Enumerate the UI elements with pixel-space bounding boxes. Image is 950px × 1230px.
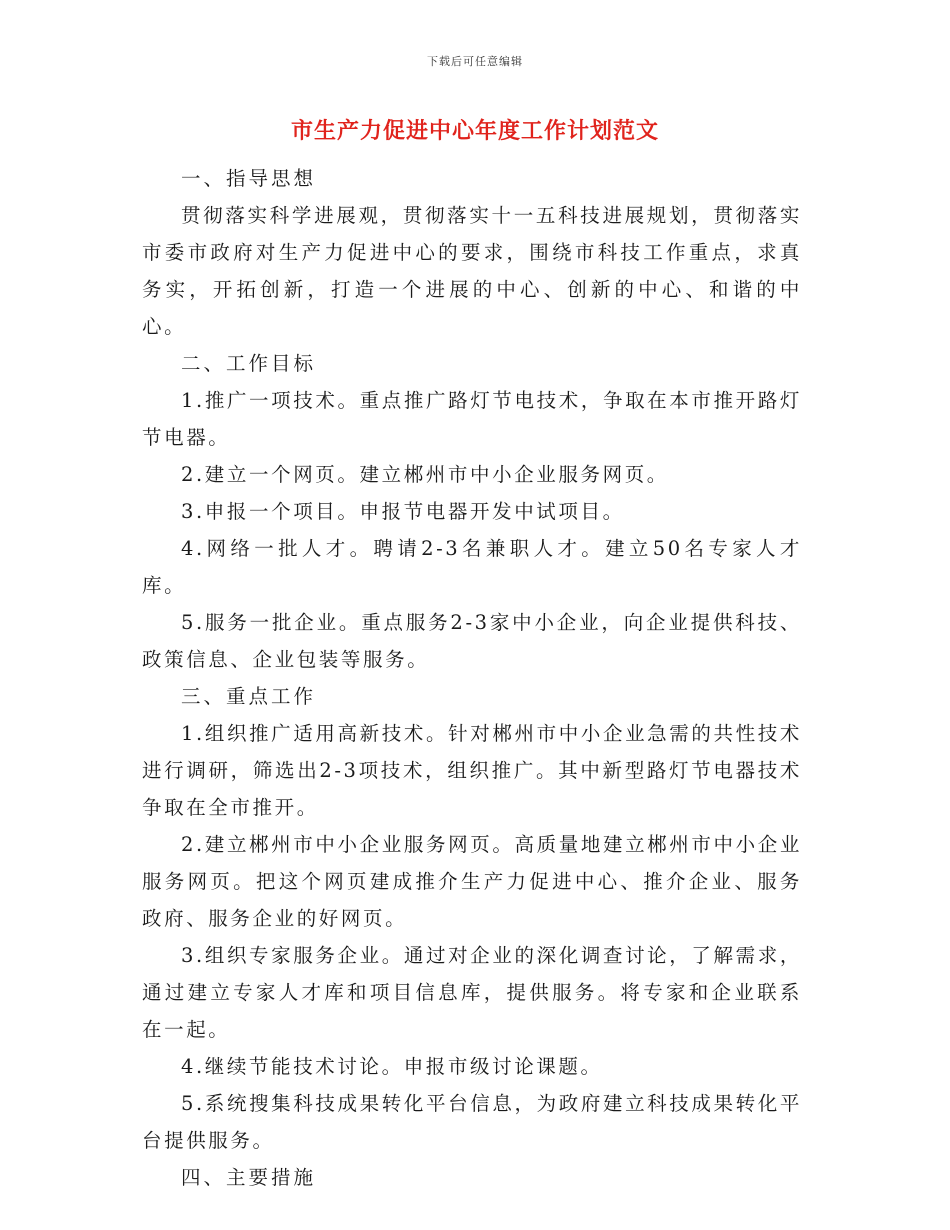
section-heading: 四、主要措施 <box>181 1166 317 1189</box>
paragraph: 4.继续节能技术讨论。申报市级讨论课题。 <box>181 1055 603 1078</box>
paragraph: 5.系统搜集科技成果转化平台信息，为政府建立科技成果转化平台提供服务。 <box>142 1092 802 1152</box>
paragraph: 贯彻落实科学进展观，贯彻落实十一五科技进展规划，贯彻落实市委市政府对生产力促进中心的要求，围绕市科技工作重点，求真务实，开拓创新，打造一个进展的中心、创新的中心、和谐的中心。 <box>142 204 802 338</box>
paragraph: 2.建立郴州市中小企业服务网页。高质量地建立郴州市中小企业服务网页。把这个网页建成推介生产力促进中心、推介企业、服务政府、服务企业的好网页。 <box>142 833 802 930</box>
document-body <box>142 160 802 1196</box>
section-heading: 二、工作目标 <box>181 352 317 375</box>
paragraph: 2.建立一个网页。建立郴州市中小企业服务网页。 <box>181 463 669 486</box>
paragraph: 1.组织推广适用高新技术。针对郴州市中小企业急需的共性技术进行调研，筛选出2-3项技术，组织推广。其中新型路灯节电器技术争取在全市推开。 <box>142 722 802 819</box>
paragraph: 3.组织专家服务企业。通过对企业的深化调查讨论，了解需求，通过建立专家人才库和项目信息库，提供服务。将专家和企业联系在一起。 <box>142 944 802 1041</box>
paragraph: 5.服务一批企业。重点服务2-3家中小企业，向企业提供科技、政策信息、企业包装等服务。 <box>142 611 802 671</box>
paragraph: 3.申报一个项目。申报节电器开发中试项目。 <box>181 500 625 523</box>
section-heading: 三、重点工作 <box>181 685 317 708</box>
header-note: 下载后可任意编辑 <box>427 55 523 68</box>
paragraph: 4.网络一批人才。聘请2-3名兼职人才。建立50名专家人才库。 <box>142 537 802 597</box>
paragraph: 1.推广一项技术。重点推广路灯节电技术，争取在本市推开路灯节电器。 <box>142 389 802 449</box>
section-heading: 一、指导思想 <box>181 167 317 190</box>
document-title: 市生产力促进中心年度工作计划范文 <box>290 118 659 144</box>
